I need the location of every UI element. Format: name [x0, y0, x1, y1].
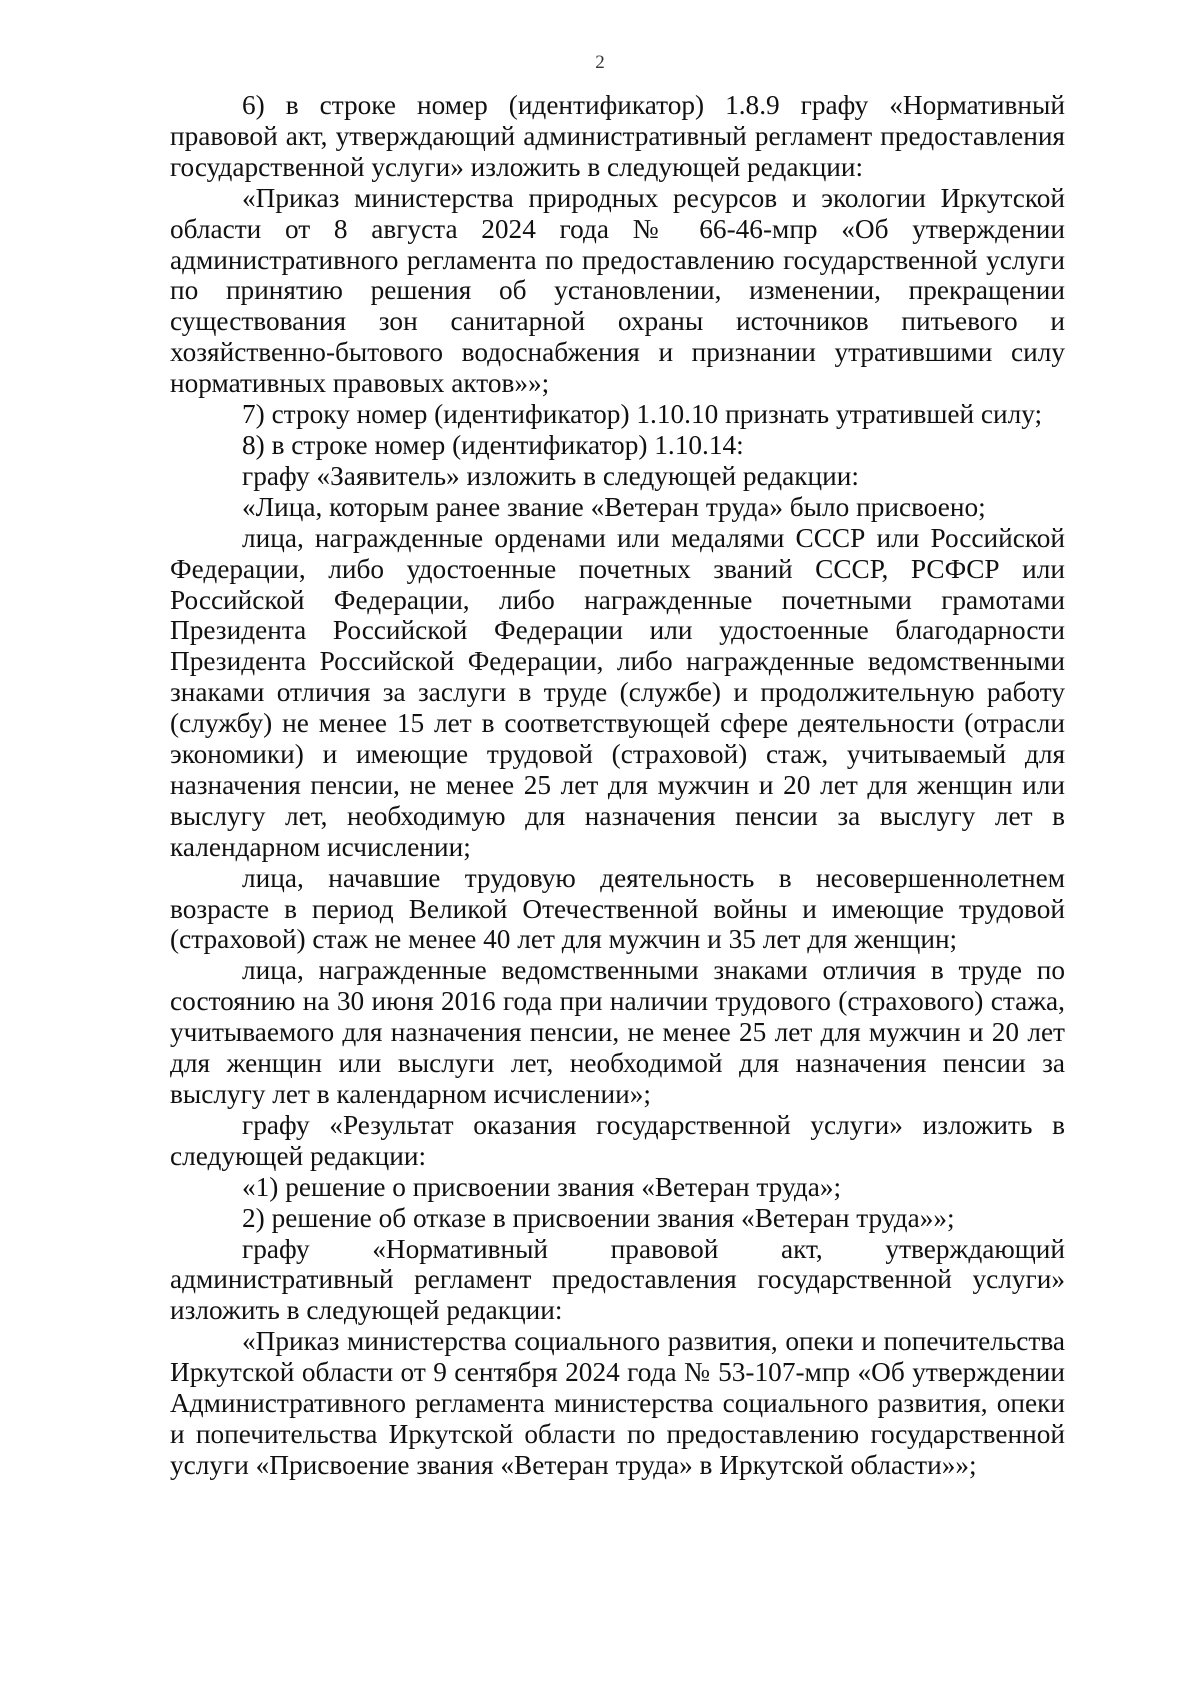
paragraph-applicant-1: «Лица, которым ранее звание «Ветеран труда» было присвоено; [242, 491, 986, 522]
paragraph-quoted-order-social: «Приказ министерства социального развития, опеки и попечительства Иркутской области от 9 сентября 2024 года № 53-107-мпр «Об утверждении Административного регламента министерства социального развития, опеки и попечительства Иркутской области по предоставлению государственной услуги «Присвоение звания «Ветеран труда» в Иркутской области»»; [170, 1326, 1065, 1480]
paragraph-item-8: 8) в строке номер (идентификатор) 1.10.14: [242, 429, 744, 460]
paragraph-quoted-order-nature: «Приказ министерства природных ресурсов и экологии Иркутской области от 8 августа 2024 года № 66-46-мпр «Об утверждении административного регламента по предоставлению государственной услуги по принятию решения об установлении, изменении, прекращении существования зон санитарной охраны источников питьевого и хозяйственно-бытового водоснабжения и признании утратившими силу нормативных правовых актов»»; [170, 182, 1065, 399]
paragraph-item-7: 7) строку номер (идентификатор) 1.10.10 признать утратившей силу; [242, 399, 1043, 430]
paragraph-result-2: 2) решение об отказе в присвоении звания «Ветеран труда»»; [242, 1202, 955, 1233]
paragraph-applicant-column: графу «Заявитель» изложить в следующей редакции: [242, 460, 859, 491]
document-body [170, 90, 1065, 1481]
paragraph-applicant-3: лица, начавшие трудовую деятельность в несовершеннолетнем возрасте в период Великой Отечественной войны и имеющие трудовой (страховой) стаж не менее 40 лет для мужчин и 35 лет для женщин; [170, 862, 1065, 955]
paragraph-result-column: графу «Результат оказания государственной услуги» изложить в следующей редакции: [170, 1109, 1065, 1171]
paragraph-applicant-4: лица, награжденные ведомственными знаками отличия в труде по состоянию на 30 июня 2016 года при наличии трудового (страхового) стажа, учитываемого для назначения пенсии, не менее 25 лет для мужчин и 20 лет для женщин или выслуги лет, необходимой для назначения пенсии за выслугу лет в календарном исчислении»; [170, 955, 1065, 1109]
paragraph-item-6: 6) в строке номер (идентификатор) 1.8.9 графу «Нормативный правовой акт, утверждающий административный регламент предоставления государственной услуги» изложить в следующей редакции: [170, 90, 1065, 182]
paragraph-regulation-column: графу «Нормативный правовой акт, утверждающий административный регламент предоставления государственной услуги» изложить в следующей редакции: [170, 1233, 1065, 1326]
paragraph-result-1: «1) решение о присвоении звания «Ветеран труда»; [242, 1171, 842, 1202]
paragraph-applicant-2: лица, награжденные орденами или медалями СССР или Российской Федерации, либо удостоенные почетных званий СССР, РСФСР или Российской Федерации, либо награжденные почетными грамотами Президента Российской Федерации или удостоенные благодарности Президента Российской Федерации, либо награжденные ведомственными знаками отличия за заслуги в труде (службе) и продолжительную работу (службу) не менее 15 лет в соответствующей сфере деятельности (отрасли экономики) и имеющие трудовой (страховой) стаж, учитываемый для назначения пенсии, не менее 25 лет для мужчин и 20 лет для женщин или выслугу лет, необходимую для назначения пенсии за выслугу лет в календарном исчислении; [170, 522, 1065, 862]
page-number: 2 [595, 52, 605, 73]
